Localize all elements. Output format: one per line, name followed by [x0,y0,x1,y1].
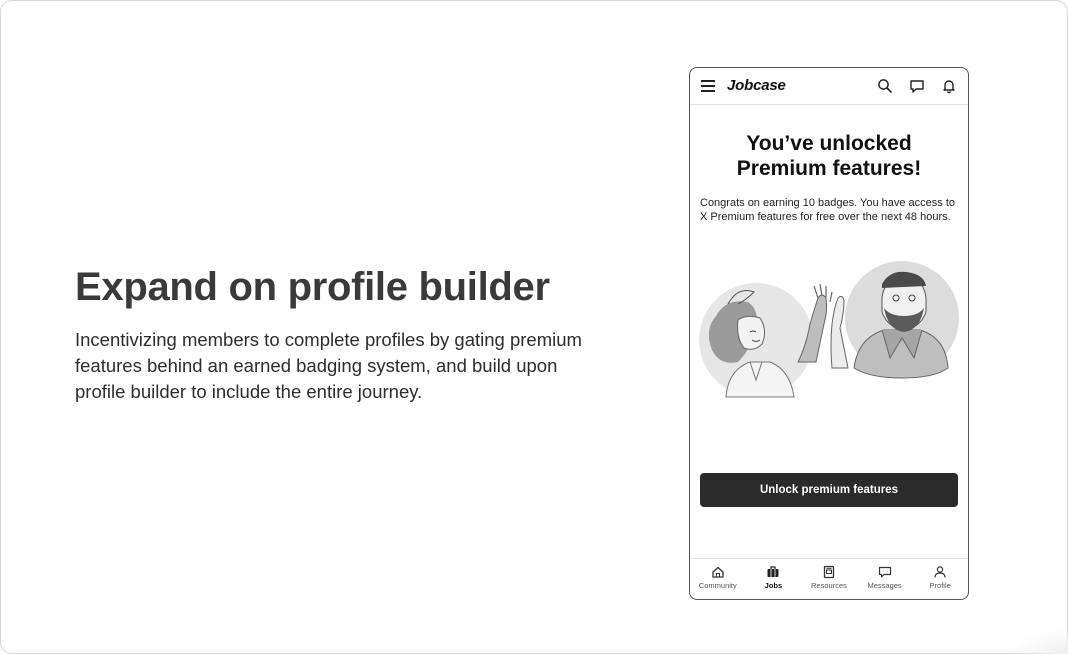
nav-label-profile: Profile [929,581,951,590]
nav-item-messages[interactable] [857,559,913,600]
app-top-bar [690,68,968,105]
nav-item-profile[interactable] [912,559,968,600]
menu-icon[interactable] [701,80,715,92]
corner-shadow [1008,628,1068,654]
card-title [690,131,968,181]
message-icon [878,565,892,579]
card-title-line-2: Premium features! [736,157,922,180]
home-icon [711,565,725,579]
nav-item-community[interactable] [690,559,746,600]
nav-item-resources[interactable] [801,559,857,600]
unlock-premium-button[interactable]: Unlock premium features [700,473,958,507]
bottom-navigation [690,558,968,600]
text-block [75,263,595,405]
card-body-text: Congrats on earning 10 badges. You have access to X Premium features for free over the next 48 hours. [700,197,956,223]
user-icon [933,565,947,579]
nav-label-resources: Resources [811,581,847,590]
slide-description: Incentivizing members to complete profiles by gating premium features behind an earned badging system, and build upon profile builder to include the entire journey. [75,329,582,402]
search-icon[interactable] [877,78,893,94]
nav-label-jobs: Jobs [764,581,783,590]
slide-headline: Expand on profile builder [75,265,550,309]
chat-icon[interactable] [909,78,925,94]
high-five-illustration [698,258,960,406]
phone-mockup [689,67,969,600]
card-title-line-1: You’ve unlocked [746,132,912,155]
nav-label-community: Community [698,581,737,590]
briefcase-icon [766,565,780,579]
premium-unlocked-card [690,105,968,224]
bell-icon[interactable] [941,78,957,94]
brand-logo[interactable]: Jobcase [727,77,786,94]
nav-item-jobs[interactable] [746,559,802,600]
nav-label-messages: Messages [867,581,902,590]
book-icon [822,565,836,579]
